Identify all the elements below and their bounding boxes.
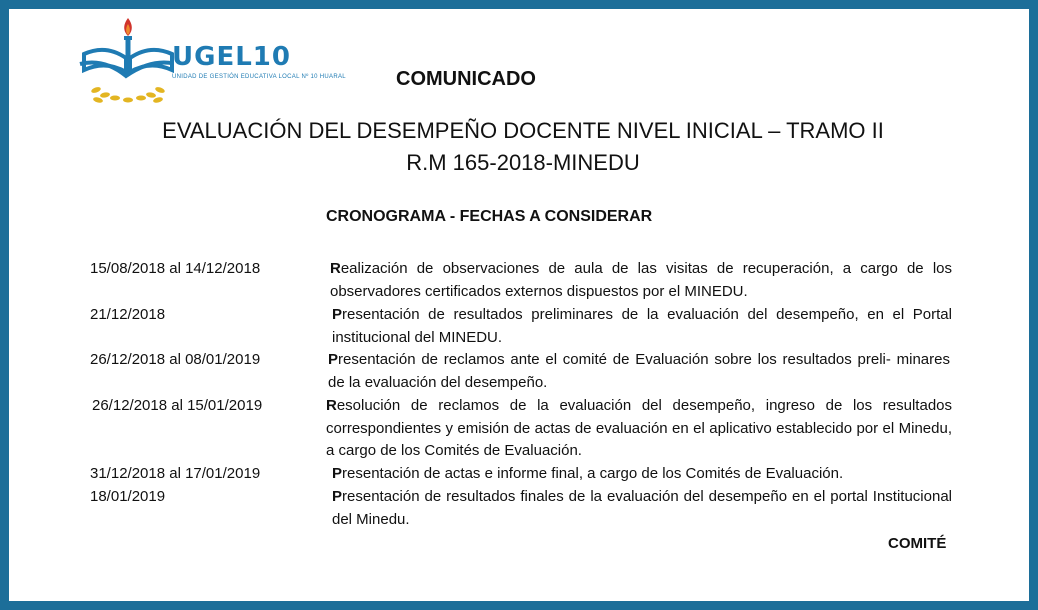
schedule-date: 15/08/2018 al 14/12/2018 <box>90 260 261 277</box>
schedule-date: 18/01/2019 <box>90 488 166 505</box>
schedule-description: Presentación de actas e informe final, a cargo de los Comités de Evaluación. <box>332 465 844 482</box>
schedule-date: 31/12/2018 al 17/01/2019 <box>90 465 261 482</box>
book-torch-icon <box>78 14 174 106</box>
schedule-description: Realización de observaciones de aula de las visitas de recuperación, a cargo de los observadores certificados externos dispuestos por el MINEDU. <box>330 260 952 300</box>
schedule-date: 26/12/2018 al 08/01/2019 <box>90 351 261 368</box>
schedule-subtitle: CRONOGRAMA - FECHAS A CONSIDERAR <box>326 208 653 225</box>
schedule-description: Presentación de reclamos ante el comité de Evaluación sobre los resultados preli- minares de la evaluación del desempeño. <box>328 351 950 391</box>
title-line-1: EVALUACIÓN DEL DESEMPEÑO DOCENTE NIVEL INICIAL – TRAMO II <box>162 118 884 143</box>
title-line-2: R.M 165-2018-MINEDU <box>406 150 640 175</box>
schedule-description: Presentación de resultados preliminares de la evaluación del desempeño, en el Portal institucional del MINEDU. <box>332 306 952 346</box>
heading: COMUNICADO <box>396 68 536 90</box>
schedule-description: Presentación de resultados finales de la evaluación del desempeño en el portal Institucional del Minedu. <box>332 488 952 528</box>
signature: COMITÉ <box>888 535 947 552</box>
schedule-date: 21/12/2018 <box>90 306 166 323</box>
schedule-date: 26/12/2018 al 15/01/2019 <box>92 397 263 414</box>
logo-tagline: UNIDAD DE GESTIÓN EDUCATIVA LOCAL Nº 10 HUARAL <box>172 74 346 80</box>
schedule-description: Resolución de reclamos de la evaluación del desempeño, ingreso de los resultados correspondientes y emisión de actas de evaluación en el aplicativo establecido por el Minedu, a cargo de los Comités de Evaluación. <box>326 397 952 459</box>
ugel-logo <box>78 14 346 106</box>
logo-wordmark: UGEL10 <box>172 42 291 72</box>
